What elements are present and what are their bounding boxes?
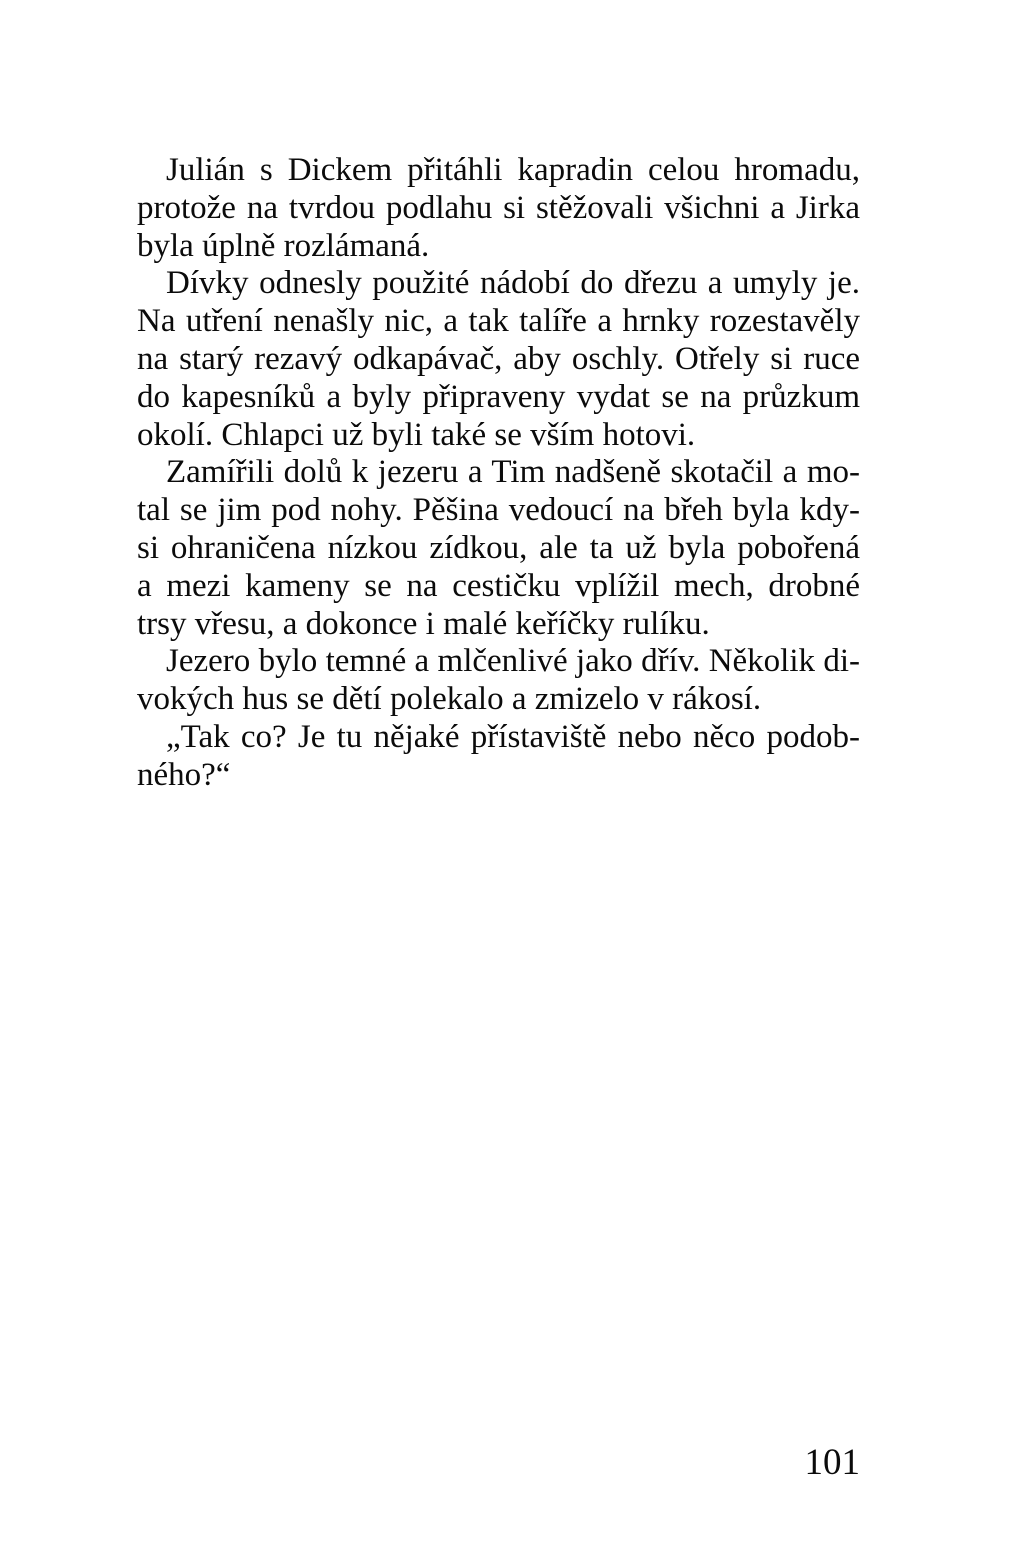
text-line: na starý rezavý odkapávač, aby oschly. Otřely si ruce (137, 340, 860, 377)
text-line: ného?“ (137, 756, 231, 793)
text-line: Julián s Dickem přitáhli kapradin celou hromadu, (166, 152, 860, 188)
text-line: Dívky odnesly použité nádobí do dřezu a umyly je. (166, 265, 860, 302)
text-line: Na utření nenašly nic, a tak talíře a hrnky rozestavěly (137, 303, 860, 340)
page-number: 101 (804, 1442, 860, 1483)
text-line: tal se jim pod nohy. Pěšina vedoucí na břeh byla kdy- (137, 492, 860, 529)
text-block (137, 152, 860, 795)
paragraph (137, 265, 860, 454)
text-line: si ohraničena nízkou zídkou, ale ta už byla pobořená (137, 529, 860, 566)
text-line: trsy vřesu, a dokonce i malé keříčky rulíku. (137, 605, 710, 642)
text-line: protože na tvrdou podlahu si stěžovali všichni a Jirka (137, 189, 860, 226)
paragraph (137, 152, 860, 265)
text-line: byla úplně rozlámaná. (137, 227, 430, 264)
text-line: Jezero bylo temné a mlčenlivé jako dřív. Několik di- (166, 643, 860, 680)
text-line: okolí. Chlapci už byli také se vším hotovi. (137, 416, 696, 453)
paragraph (137, 719, 860, 795)
text-line: Zamířili dolů k jezeru a Tim nadšeně skotačil a mo- (166, 454, 860, 491)
paragraph (137, 643, 860, 719)
text-line: „Tak co? Je tu nějaké přístaviště nebo něco podob- (166, 718, 860, 755)
text-line: do kapesníků a byly připraveny vydat se na průzkum (137, 378, 860, 415)
paragraph (137, 454, 860, 643)
text-line: vokých hus se dětí polekalo a zmizelo v rákosí. (137, 681, 762, 718)
text-line: a mezi kameny se na cestičku vplížil mech, drobné (137, 567, 860, 604)
